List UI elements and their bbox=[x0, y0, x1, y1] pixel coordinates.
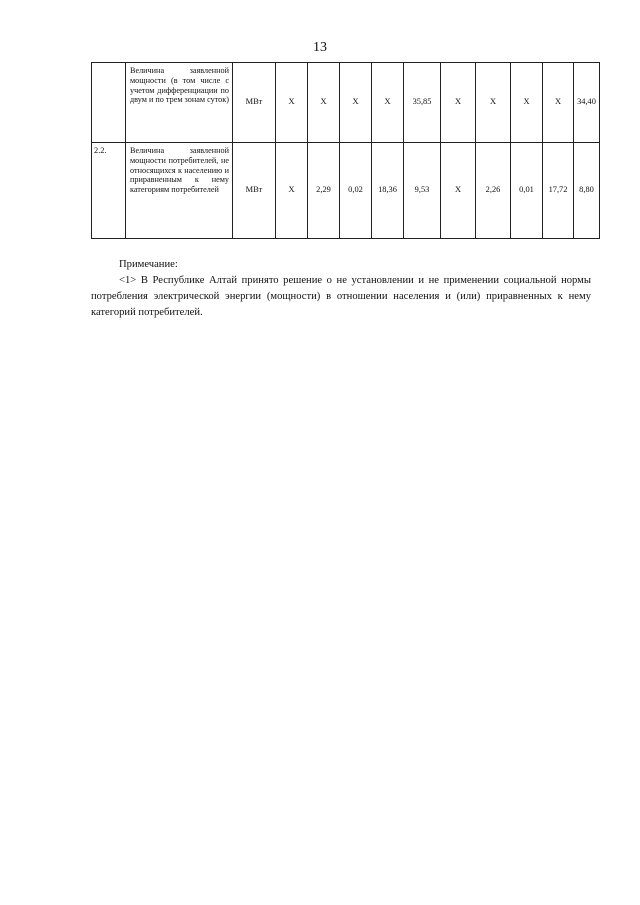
table-cell: Х bbox=[511, 63, 543, 143]
table-cell: 17,72 bbox=[543, 143, 574, 239]
table-cell: 2,26 bbox=[476, 143, 511, 239]
row-name: Величина заявленной мощности (в том числе с учетом дифференциации по двум и по трем зонам суток) bbox=[126, 63, 233, 143]
table-cell: Х bbox=[308, 63, 340, 143]
table-cell: Х bbox=[340, 63, 372, 143]
row-unit: МВт bbox=[233, 63, 276, 143]
table-cell: Х bbox=[476, 63, 511, 143]
note-text: <1> В Республике Алтай принято решение о не установлении и не применении социальной нормы потребления электрической энергии (мощности) в отношении населения и (или) приравненных к нему категорий потребителей. bbox=[91, 275, 591, 318]
footnote bbox=[91, 257, 591, 321]
table-cell: Х bbox=[372, 63, 404, 143]
page-number: 13 bbox=[313, 40, 327, 55]
row-number: 2.2. bbox=[92, 143, 126, 239]
table-row bbox=[92, 143, 600, 239]
table-cell: 0,02 bbox=[340, 143, 372, 239]
row-number bbox=[92, 63, 126, 143]
table-cell: 34,40 bbox=[574, 63, 600, 143]
table-cell: 8,80 bbox=[574, 143, 600, 239]
table-cell: Х bbox=[276, 143, 308, 239]
note-title: Примечание: bbox=[119, 259, 178, 270]
table-cell: 18,36 bbox=[372, 143, 404, 239]
table-cell: 0,01 bbox=[511, 143, 543, 239]
table-row bbox=[92, 63, 600, 143]
row-unit: МВт bbox=[233, 143, 276, 239]
row-name: Величина заявленной мощности потребителей, не относящихся к населению и приравненным к нему категориям потребителей bbox=[126, 143, 233, 239]
table-cell: Х bbox=[441, 143, 476, 239]
table-cell: Х bbox=[276, 63, 308, 143]
table-cell: Х bbox=[441, 63, 476, 143]
table-cell: 9,53 bbox=[404, 143, 441, 239]
tariff-table bbox=[91, 62, 600, 239]
table-cell: 35,85 bbox=[404, 63, 441, 143]
table-cell: Х bbox=[543, 63, 574, 143]
table-cell: 2,29 bbox=[308, 143, 340, 239]
